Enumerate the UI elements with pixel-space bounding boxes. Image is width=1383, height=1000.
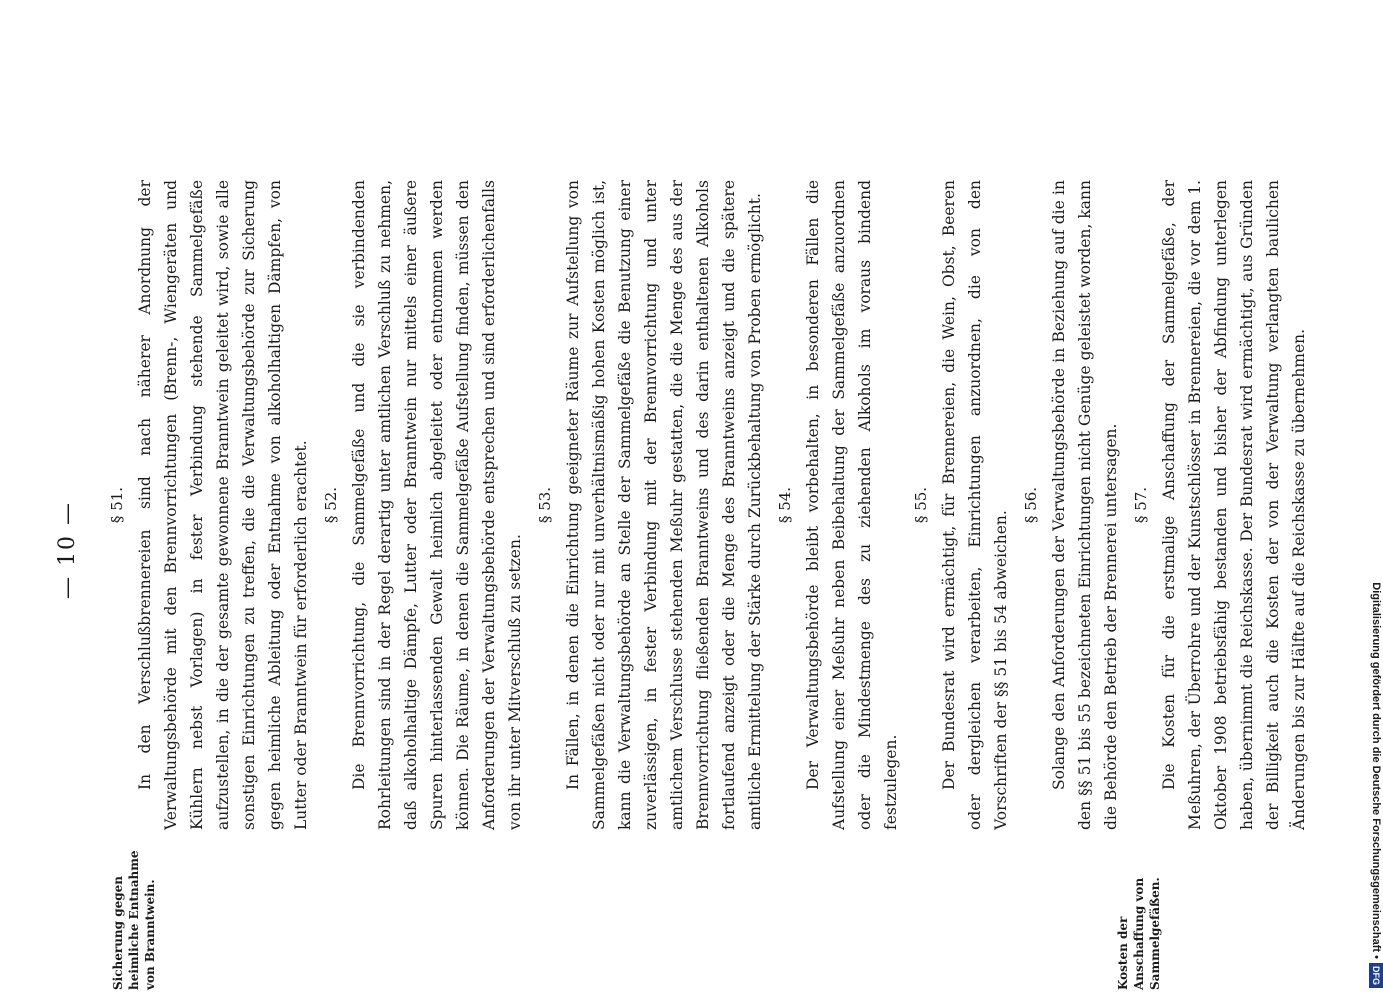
digitization-credit [1368, 8, 1383, 988]
section-text-57: Die Kosten für die erstmalige Anschaffung der Sammelgefäße, der Meßuhren, der Überrohre und der Kunstschlösser in Brennereien, die vor dem 1. Oktober 1908 betriebsfähig bestanden und bisher der Abfindung unterlegen haben, übernimmt die Reichskasse. Der Bundesrat wird ermächtigt, aus Gründen der Billigkeit auch die Kosten der von der Verwaltung verlangten baulichen Änderungen bis zur Hälfte auf die Reichskasse zu übernehmen. [1160, 180, 1308, 830]
credit-text: Digitalisierung gefördert durch die Deutsche Forschungsgemeinschaft • [1370, 582, 1382, 959]
section-heading-56: § 56. [1022, 486, 1040, 524]
section-heading-55: § 55. [912, 486, 930, 524]
marginal-note-sicherung: Sicherung gegen heimliche Entnahme von Branntwein. [111, 850, 157, 990]
section-heading-52: § 52. [322, 486, 340, 524]
section-heading-53: § 53. [536, 486, 554, 524]
section-heading-57: § 57. [1132, 486, 1150, 524]
main-text [100, 180, 1312, 830]
section-heading-51: § 51. [108, 486, 126, 524]
dfg-logo: DFG [1369, 963, 1383, 988]
section-text-56: Solange den Anforderungen der Verwaltungsbehörde in Beziehung auf die in den §§ 51 bis 55 bezeichneten Einrichtungen nicht Genüge geleistet worden, kann die Behörde den Betrieb der Brennerei untersagen. [1050, 180, 1120, 830]
section-text-55: Der Bundesrat wird ermächtigt, für Brennereien, die Wein, Obst, Beeren oder dergleichen verarbeiten, Einrichtungen anzuordnen, die von den Vorschriften der §§ 51 bis 54 abweichen. [940, 180, 1010, 830]
section-text-53: In Fällen, in denen die Einrichtung geeigneter Räume zur Aufstellung von Sammelgefäßen nicht oder nur mit unverhältnismäßig hohen Kosten möglich ist, kann die Verwaltungsbehörde an Stelle der Sammelgefäße die Benutzung einer zuverlässigen, in fester Verbindung mit der Brennvorrichtung und unter amtlichem Verschlusse stehenden Meßuhr gestatten, die die Menge des aus der Brennvorrichtung fließenden Branntweins und des darin enthaltenen Alkohols fortlaufend anzeigt oder die Menge des Branntweins anzeigt und die spätere amtliche Ermittelung der Stärke durch Zurückbehaltung von Proben ermöglicht. [564, 180, 764, 830]
page-number: — 10 — [55, 501, 80, 599]
rotated-document [0, 110, 1360, 990]
section-text-51: In den Verschlußbrennereien sind nach näherer Anordnung der Verwaltungsbehörde mit den Brennvorrichtungen (Brenn-, Wiengeräten und Kühlern nebst Vorlagen) in fester Verbindung stehende Sammelgefäße aufzustellen, in die der gesamte gewonnene Branntwein geleitet wird, sowie alle sonstigen Einrichtungen zu treffen, die die Verwaltungsbehörde zur Sicherung gegen heimliche Ableitung oder Entnahme von alkoholhaltigen Dämpfen, von Lutter oder Branntwein für erforderlich erachtet. [136, 180, 310, 830]
section-text-52: Die Brennvorrichtung, die Sammelgefäße und die sie verbindenden Rohrleitungen sind in der Regel derartig unter amtlichen Verschluß zu nehmen, daß alkoholhaltige Dämpfe, Lutter oder Branntwein nur mittels einer äußere Spuren hinterlassenden Gewalt heimlich abgeleitet oder entnommen werden können. Die Räume, in denen die Sammelgefäße Aufstellung finden, müssen den Anforderungen der Verwaltungsbehörde entsprechen und sind erforderlichenfalls von ihr unter Mitverschluß zu setzen. [350, 180, 524, 830]
section-heading-54: § 54. [776, 486, 794, 524]
section-text-54: Der Verwaltungsbehörde bleibt vorbehalten, in besonderen Fällen die Aufstellung einer Meßuhr neben Beibehaltung der Sammelgefäße anzuordnen oder die Mindestmenge des zu ziehenden Alkohols im voraus bindend festzulegen. [804, 180, 900, 830]
marginal-note-kosten: Kosten der Anschaffung von Sammelgefäßen. [1116, 877, 1162, 990]
